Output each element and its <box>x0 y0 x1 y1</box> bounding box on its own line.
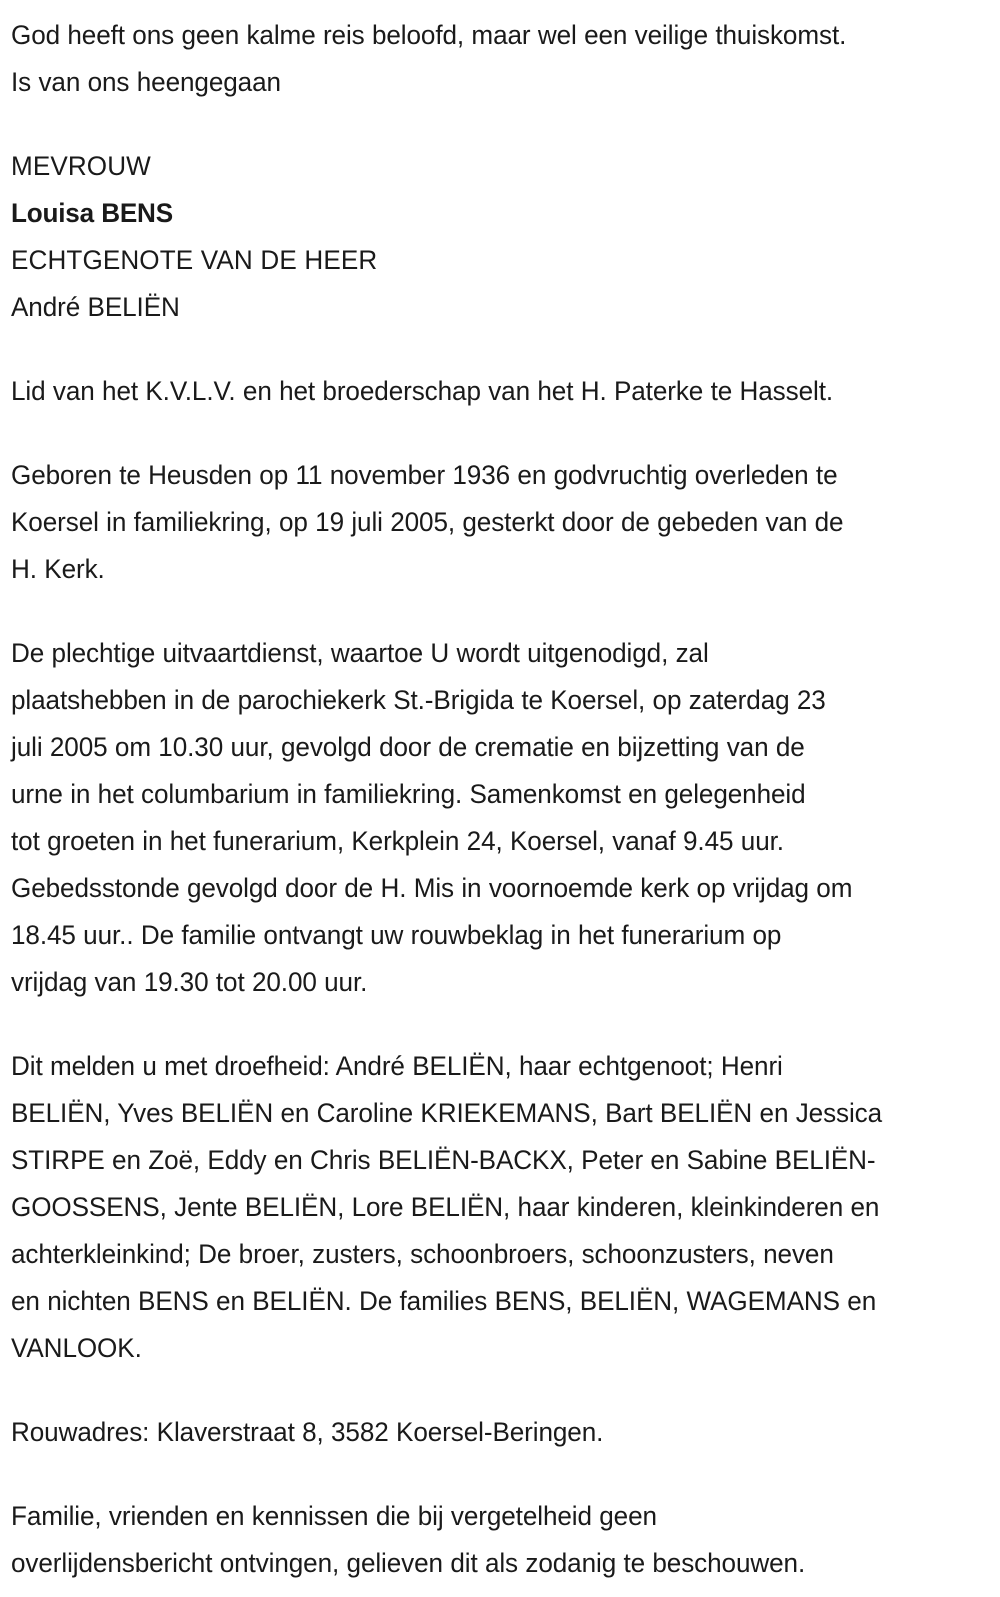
deceased-block <box>11 143 967 331</box>
family-line-5: achterkleinkind; De broer, zusters, schoonbroers, schoonzusters, neven <box>11 1239 834 1269</box>
spouse-name: André BELIËN <box>11 292 180 322</box>
life-dates-line-1: Geboren te Heusden op 11 november 1936 en godvruchtig overleden te <box>11 460 838 490</box>
life-dates-paragraph <box>11 452 967 593</box>
family-line-7: VANLOOK. <box>11 1333 142 1363</box>
family-line-6: en nichten BENS en BELIËN. De families BENS, BELIËN, WAGEMANS en <box>11 1286 877 1316</box>
memberships-paragraph <box>11 368 967 415</box>
closing-paragraph <box>11 1493 967 1587</box>
mourning-address-paragraph <box>11 1409 967 1456</box>
mourning-address-text: Rouwadres: Klaverstraat 8, 3582 Koersel-Beringen. <box>11 1417 604 1447</box>
closing-line-1: Familie, vrienden en kennissen die bij vergetelheid geen <box>11 1501 657 1531</box>
service-line-3: juli 2005 om 10.30 uur, gevolgd door de crematie en bijzetting van de <box>11 732 805 762</box>
epitaph-line-1: God heeft ons geen kalme reis beloofd, maar wel een veilige thuiskomst. <box>11 20 847 50</box>
memberships-text: Lid van het K.V.L.V. en het broederschap van het H. Paterke te Hasselt. <box>11 376 833 406</box>
service-line-6: Gebedsstonde gevolgd door de H. Mis in voornoemde kerk op vrijdag om <box>11 873 853 903</box>
family-line-3: STIRPE en Zoë, Eddy en Chris BELIËN-BACKX, Peter en Sabine BELIËN- <box>11 1145 876 1175</box>
family-line-1: Dit melden u met droefheid: André BELIËN, haar echtgenoot; Henri <box>11 1051 783 1081</box>
closing-line-2: overlijdensbericht ontvingen, gelieven dit als zodanig te beschouwen. <box>11 1548 806 1578</box>
service-line-8: vrijdag van 19.30 tot 20.00 uur. <box>11 967 368 997</box>
spouse-label: ECHTGENOTE VAN DE HEER <box>11 245 378 275</box>
family-line-4: GOOSSENS, Jente BELIËN, Lore BELIËN, haar kinderen, kleinkinderen en <box>11 1192 880 1222</box>
life-dates-line-3: H. Kerk. <box>11 554 105 584</box>
service-line-7: 18.45 uur.. De familie ontvangt uw rouwbeklag in het funerarium op <box>11 920 782 950</box>
epitaph-line-2: Is van ons heengegaan <box>11 67 281 97</box>
service-line-1: De plechtige uitvaartdienst, waartoe U wordt uitgenodigd, zal <box>11 638 709 668</box>
family-announcement-paragraph <box>11 1043 967 1372</box>
deceased-name: Louisa BENS <box>11 198 173 228</box>
deceased-title: MEVROUW <box>11 151 151 181</box>
service-details-paragraph <box>11 630 967 1006</box>
service-line-5: tot groeten in het funerarium, Kerkplein 24, Koersel, vanaf 9.45 uur. <box>11 826 784 856</box>
service-line-4: urne in het columbarium in familiekring. Samenkomst en gelegenheid <box>11 779 806 809</box>
life-dates-line-2: Koersel in familiekring, op 19 juli 2005, gesterkt door de gebeden van de <box>11 507 844 537</box>
epitaph-paragraph <box>11 12 967 106</box>
family-line-2: BELIËN, Yves BELIËN en Caroline KRIEKEMANS, Bart BELIËN en Jessica <box>11 1098 883 1128</box>
service-line-2: plaatshebben in de parochiekerk St.-Brigida te Koersel, op zaterdag 23 <box>11 685 826 715</box>
